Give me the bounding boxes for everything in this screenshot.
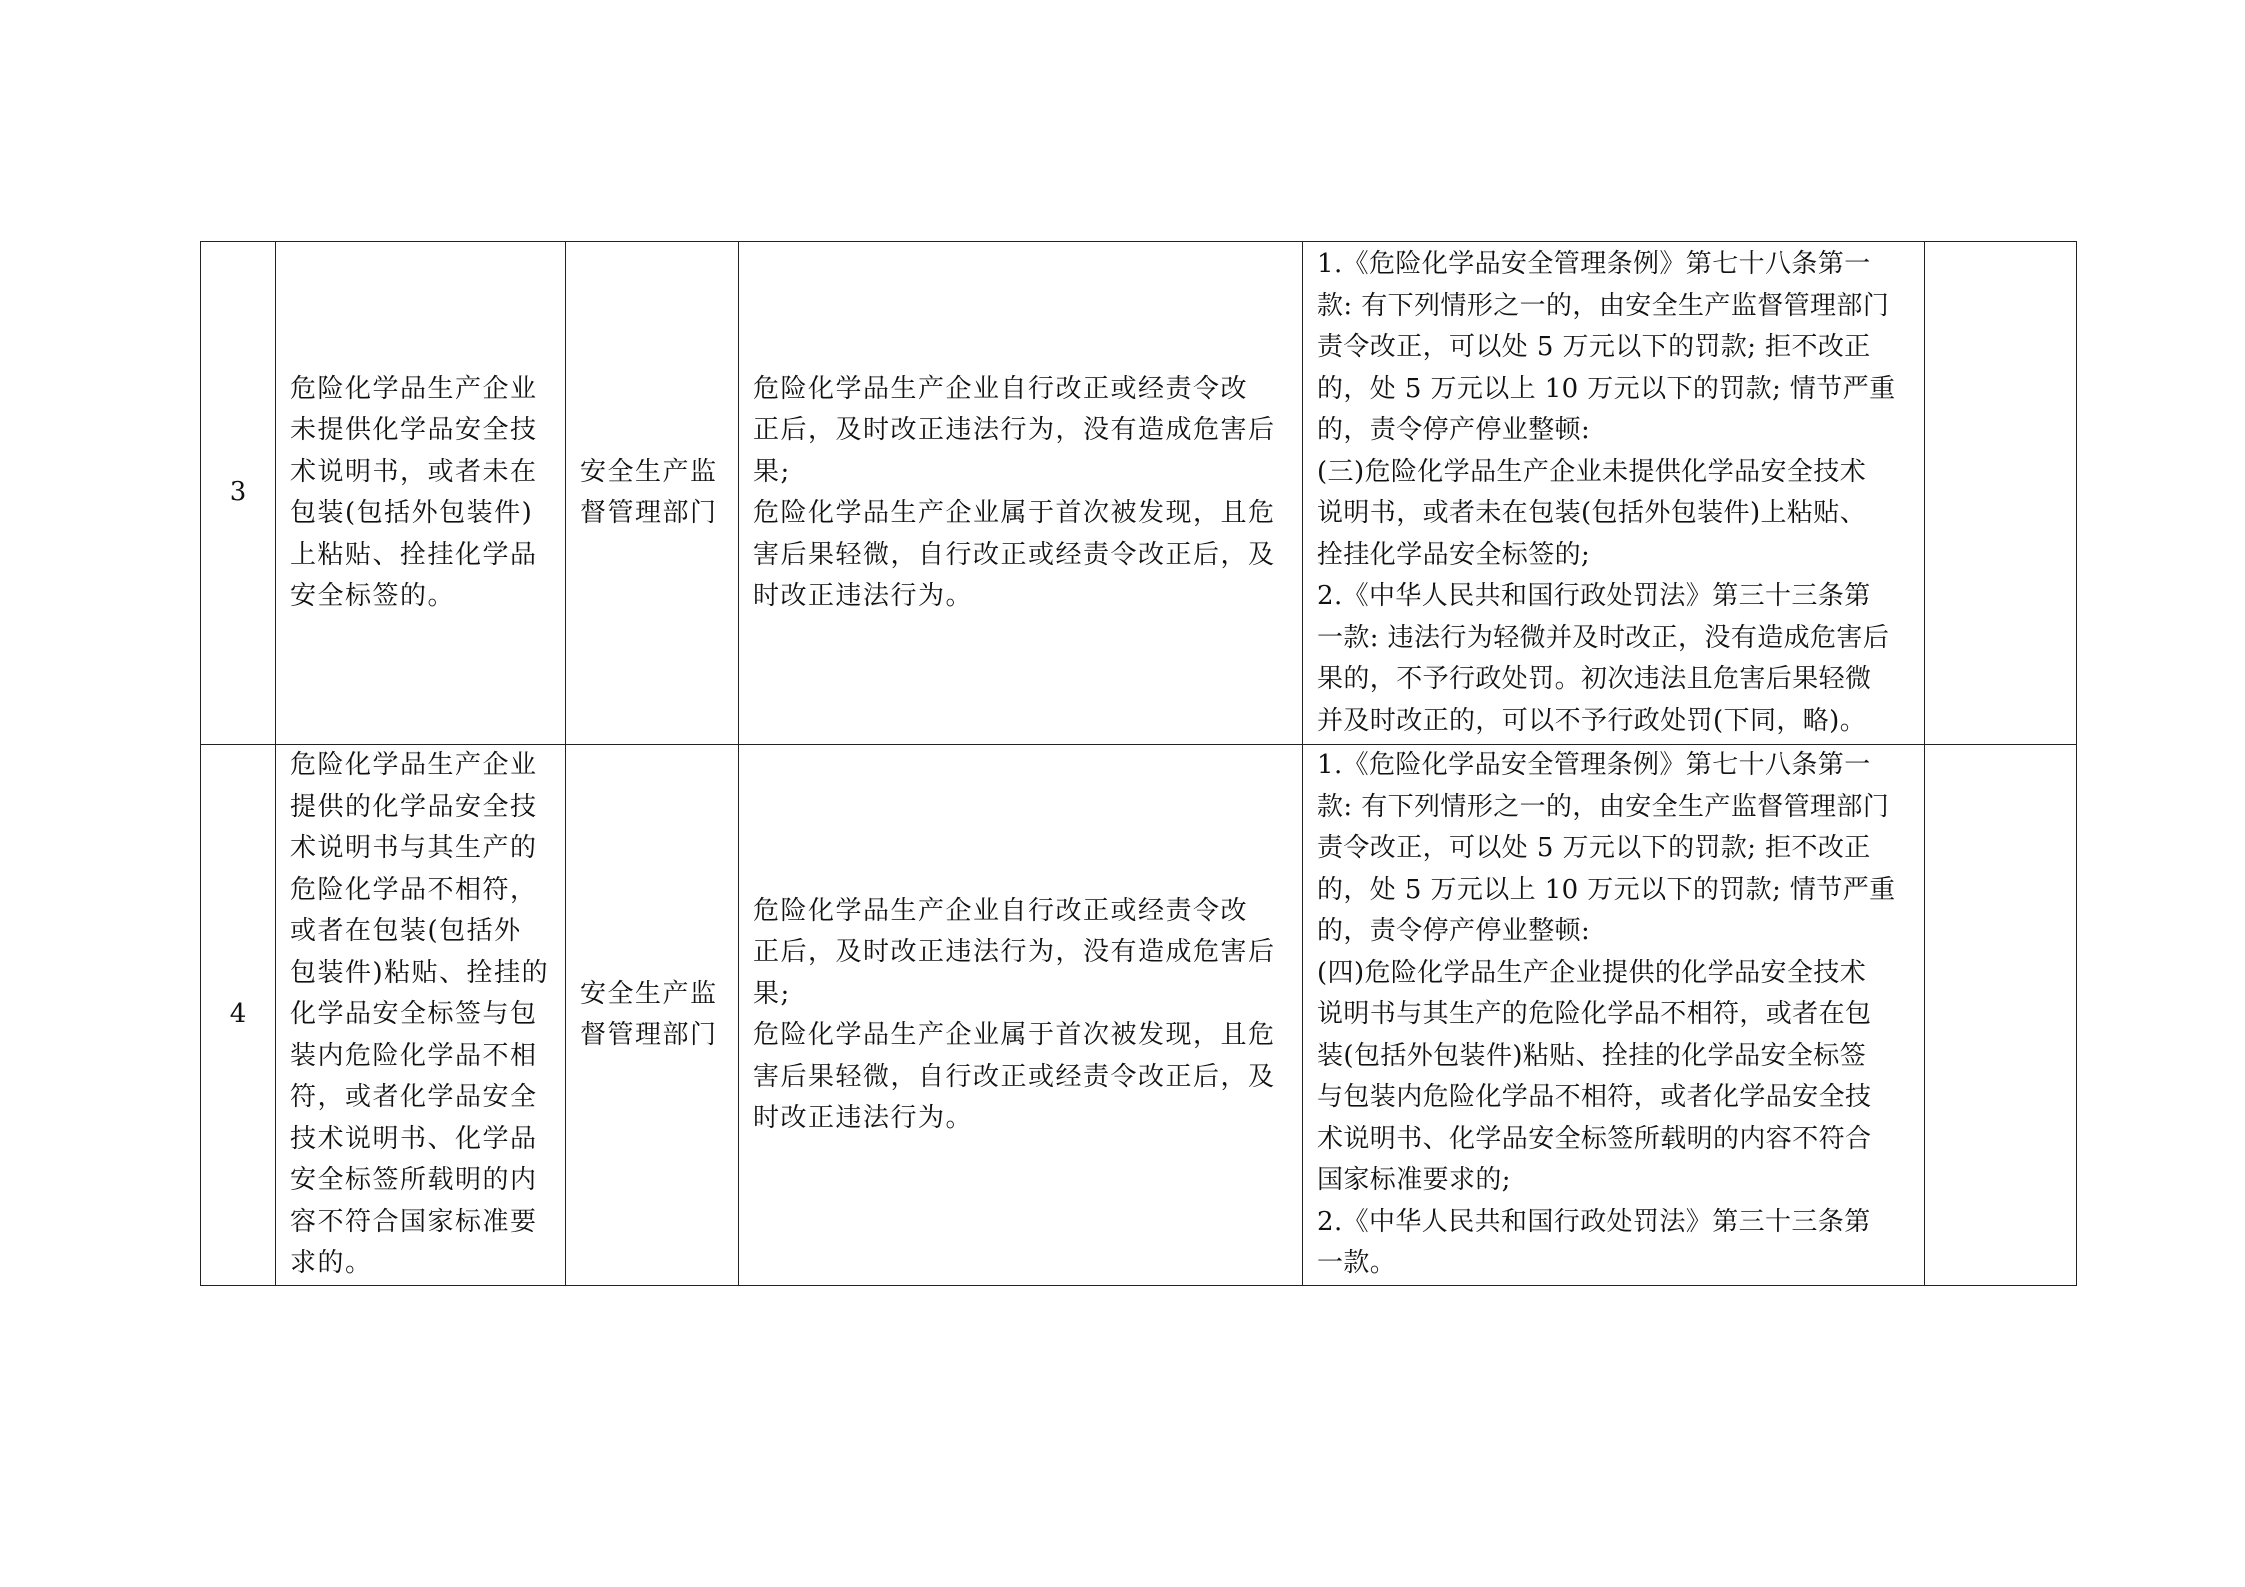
remark-cell bbox=[1925, 745, 2077, 1286]
legal-basis-cell: 1.《危险化学品安全管理条例》第七十八条第一 款: 有下列情形之一的，由安全生产监督管理部门 责令改正，可以处 5 万元以下的罚款; 拒不改正 的，处 5 万元以上 10 万元以下的罚款; 情节严重 的，责令停产停业整顿: (四)危险化学品生产企业提供的化学品安全技术 说明书与其生产的危险化学品不相符，或者在包 装(包括外包装件)粘贴、拴挂的化学品安全标签 与包装内危险化学品不相符，或者化学品安全技 术说明书、化学品安全标签所载明的内容不符合 国家标准要求的; 2.《中华人民共和国行政处罚法》第三十三条第 一款。 bbox=[1303, 745, 1925, 1286]
department-cell: 安全生产监 督管理部门 bbox=[566, 745, 739, 1286]
violation-cell: 危险化学品生产企业 未提供化学品安全技 术说明书，或者未在 包装(包括外包装件) 上粘贴、拴挂化学品 安全标签的。 bbox=[276, 242, 566, 745]
table-row bbox=[201, 745, 2077, 1286]
condition-cell: 危险化学品生产企业自行改正或经责令改 正后，及时改正违法行为，没有造成危害后 果; 危险化学品生产企业属于首次被发现，且危 害后果轻微，自行改正或经责令改正后，及 时改正违法行为。 bbox=[739, 242, 1303, 745]
penalty-exemption-table bbox=[200, 241, 2077, 1286]
row-number-cell: 3 bbox=[201, 242, 276, 745]
row-number-cell: 4 bbox=[201, 745, 276, 1286]
violation-cell: 危险化学品生产企业 提供的化学品安全技 术说明书与其生产的 危险化学品不相符， 或者在包装(包括外 包装件)粘贴、拴挂的 化学品安全标签与包 装内危险化学品不相 符，或者化学品安全 技术说明书、化学品 安全标签所载明的内 容不符合国家标准要 求的。 bbox=[276, 745, 566, 1286]
legal-basis-cell: 1.《危险化学品安全管理条例》第七十八条第一 款: 有下列情形之一的，由安全生产监督管理部门 责令改正，可以处 5 万元以下的罚款; 拒不改正 的，处 5 万元以上 10 万元以下的罚款; 情节严重 的，责令停产停业整顿: (三)危险化学品生产企业未提供化学品安全技术 说明书，或者未在包装(包括外包装件)上粘贴、 拴挂化学品安全标签的; 2.《中华人民共和国行政处罚法》第三十三条第 一款: 违法行为轻微并及时改正，没有造成危害后 果的，不予行政处罚。初次违法且危害后果轻微 并及时改正的，可以不予行政处罚(下同，略)。 bbox=[1303, 242, 1925, 745]
remark-cell bbox=[1925, 242, 2077, 745]
condition-cell: 危险化学品生产企业自行改正或经责令改 正后，及时改正违法行为，没有造成危害后 果; 危险化学品生产企业属于首次被发现，且危 害后果轻微，自行改正或经责令改正后，及 时改正违法行为。 bbox=[739, 745, 1303, 1286]
department-cell: 安全生产监 督管理部门 bbox=[566, 242, 739, 745]
table-row bbox=[201, 242, 2077, 745]
